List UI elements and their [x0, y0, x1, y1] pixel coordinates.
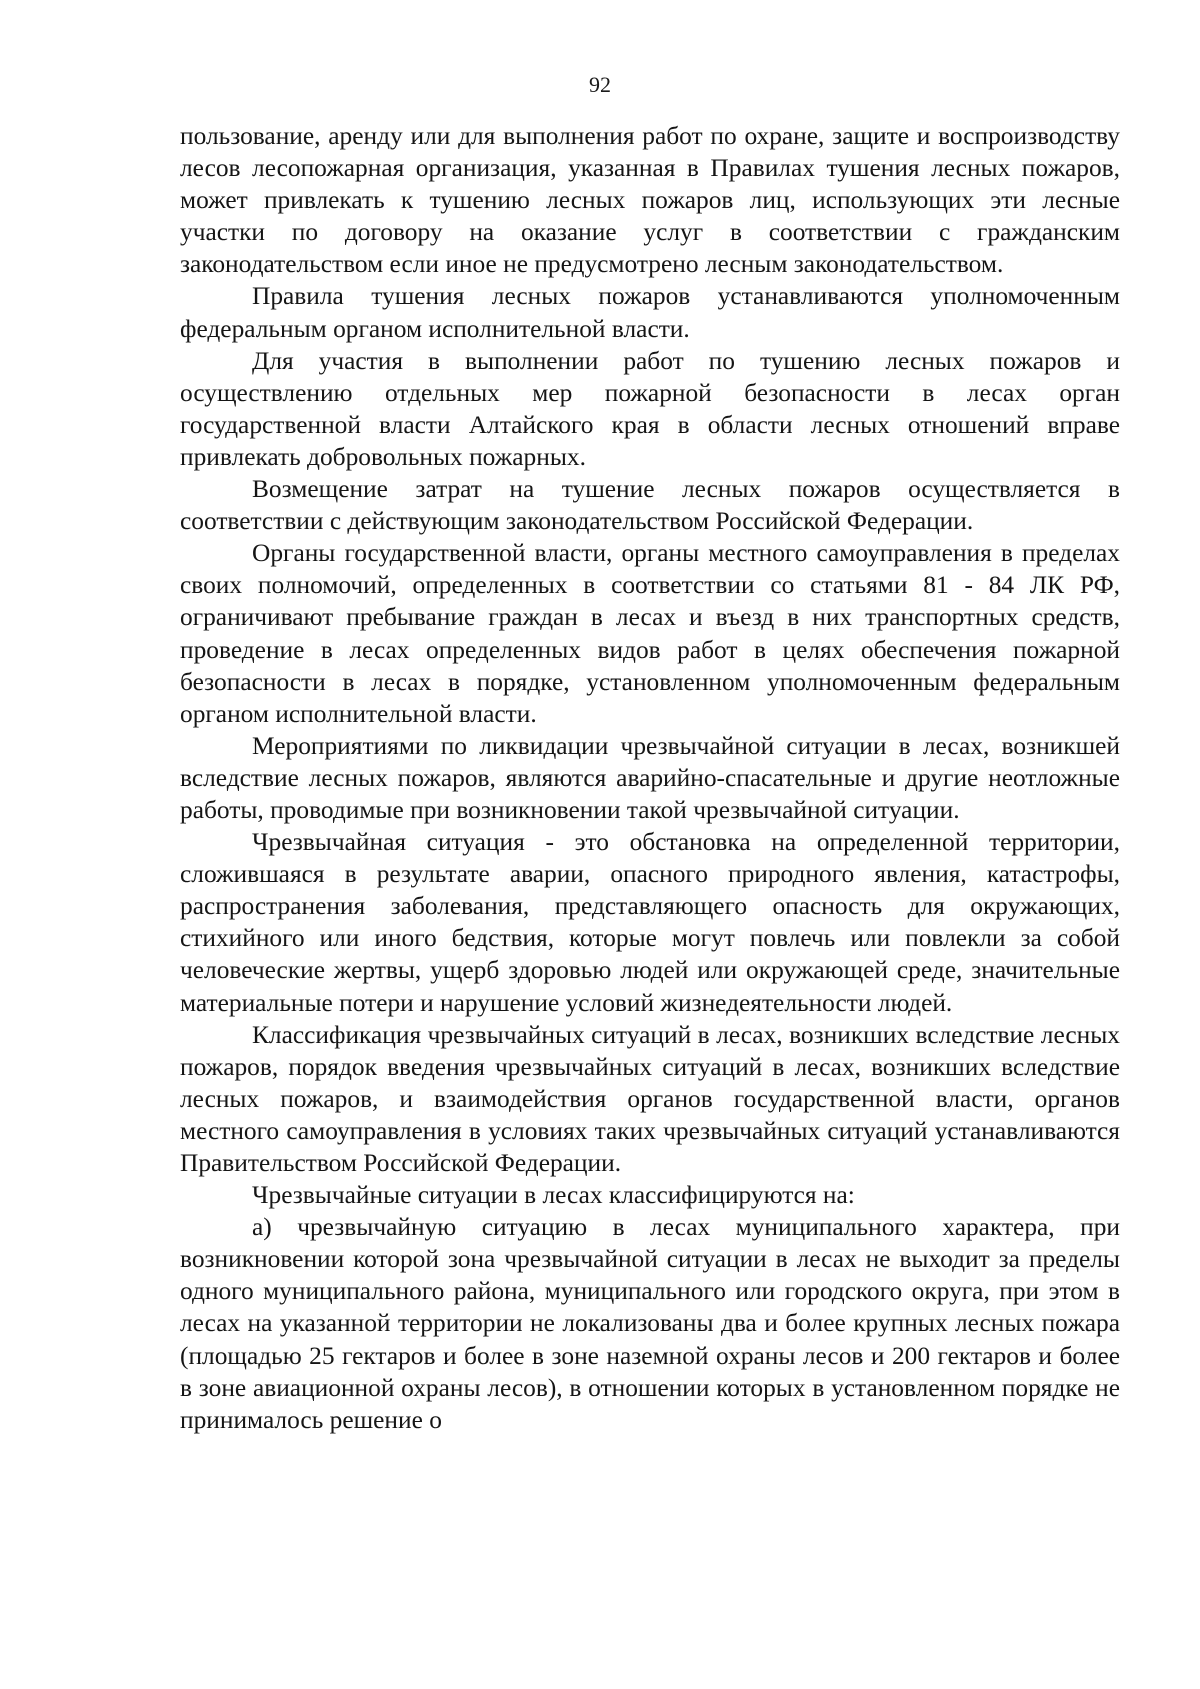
paragraph: Правила тушения лесных пожаров устанавливаются уполномоченным федеральным органом исполнительной власти. — [180, 282, 1120, 343]
paragraph: Чрезвычайная ситуация - это обстановка на определенной территории, сложившаяся в результате аварии, опасного природного явления, катастрофы, распространения заболевания, представляющего опасность для окружающих, стихийного или иного бедствия, которые могут повлечь или повлекли за собой человеческие жертвы, ущерб здоровью людей или окружающей среде, значительные материальные потери и нарушение условий жизнедеятельности людей. — [180, 828, 1120, 1017]
document-body — [180, 120, 1120, 1436]
paragraph: Классификация чрезвычайных ситуаций в лесах, возникших вследствие лесных пожаров, порядок введения чрезвычайных ситуаций в лесах, возникших вследствие лесных пожаров, и взаимодействия органов государственной власти, органов местного самоуправления в условиях таких чрезвычайных ситуаций устанавливаются Правительством Российской Федерации. — [180, 1020, 1120, 1177]
paragraph: пользование, аренду или для выполнения работ по охране, защите и воспроизводству лесов лесопожарная организация, указанная в Правилах тушения лесных пожаров, может привлекать к тушению лесных пожаров лиц, использующих эти лесные участки по договору на оказание услуг в соответствии с гражданским законодательством если иное не предусмотрено лесным законодательством. — [180, 122, 1120, 279]
paragraph: Мероприятиями по ликвидации чрезвычайной ситуации в лесах, возникшей вследствие лесных пожаров, являются аварийно-спасательные и другие неотложные работы, проводимые при возникновении такой чрезвычайной ситуации. — [180, 731, 1120, 824]
paragraph: Для участия в выполнении работ по тушению лесных пожаров и осуществлению отдельных мер пожарной безопасности в лесах орган государственной власти Алтайского края в области лесных отношений вправе привлекать добровольных пожарных. — [180, 346, 1120, 471]
paragraph: а) чрезвычайную ситуацию в лесах муниципального характера, при возникновении которой зона чрезвычайной ситуации в лесах не выходит за пределы одного муниципального района, муниципального или городского округа, при этом в лесах на указанной территории не локализованы два и более крупных лесных пожара (площадью 25 гектаров и более в зоне наземной охраны лесов и 200 гектаров и более в зоне авиационной охраны лесов), в отношении которых в установленном порядке не принималось решение о — [180, 1213, 1120, 1434]
paragraph: Чрезвычайные ситуации в лесах классифицируются на: — [252, 1181, 855, 1210]
page-number: 92 — [589, 72, 611, 97]
paragraph: Органы государственной власти, органы местного самоуправления в пределах своих полномочий, определенных в соответствии со статьями 81 - 84 ЛК РФ, ограничивают пребывание граждан в лесах и въезд в них транспортных средств, проведение в лесах определенных видов работ в целях обеспечения пожарной безопасности в лесах в порядке, установленном уполномоченным федеральным органом исполнительной власти. — [180, 539, 1120, 728]
paragraph: Возмещение затрат на тушение лесных пожаров осуществляется в соответствии с действующим законодательством Российской Федерации. — [180, 475, 1120, 536]
